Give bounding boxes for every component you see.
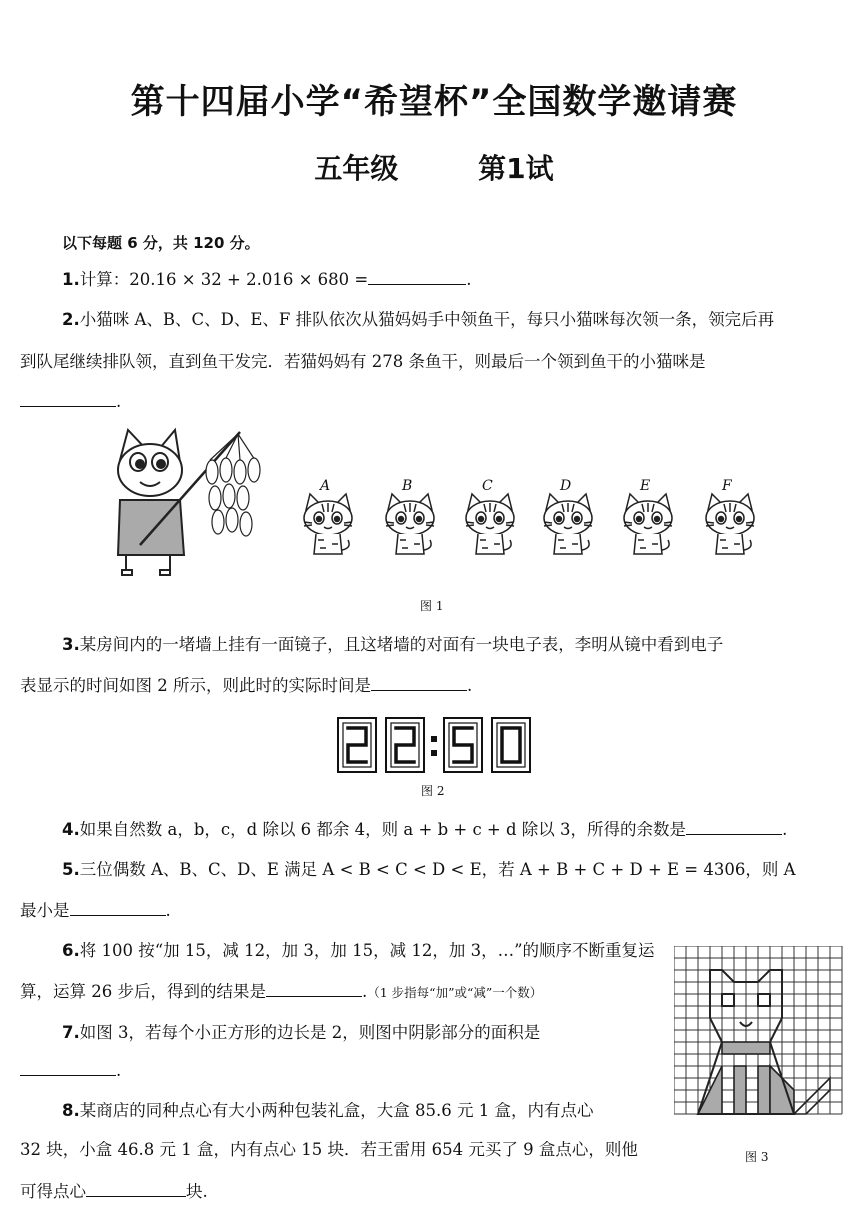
question-3-line-2 bbox=[20, 674, 472, 698]
question-text: 如图 3，若每个小正方形的边长是 2，则图中阴影部分的面积是 bbox=[79, 1023, 541, 1042]
question-number: 4. bbox=[62, 820, 80, 839]
answer-blank bbox=[266, 982, 362, 997]
exam-title: 第十四届小学“希望杯”全国数学邀请赛 bbox=[130, 82, 738, 122]
question-text: 某商店的同种点心有大小两种包装礼盒，大盒 85.6 元 1 盒，内有点心 bbox=[79, 1101, 594, 1120]
question-text: 三位偶数 A、B、C、D、E 满足 A < B < C < D < E，若 A + B + C + D + E = 4306，则 A bbox=[79, 860, 796, 879]
question-text: 如果自然数 a，b，c，d 除以 6 都余 4，则 a + b + c + d 除以 3，所得的余数是 bbox=[79, 820, 687, 839]
answer-blank bbox=[371, 676, 467, 691]
kitten-illustration bbox=[298, 492, 358, 562]
question-tail: . bbox=[782, 820, 788, 839]
kitten-illustration bbox=[538, 492, 598, 562]
question-number: 8. bbox=[62, 1101, 80, 1120]
question-7-line-1 bbox=[62, 1021, 540, 1045]
kitten-label: D bbox=[560, 478, 572, 494]
question-text: 小猫咪 A、B、C、D、E、F 排队依次从猫妈妈手中领鱼干，每只小猫咪每次领一条，领完后再 bbox=[79, 310, 775, 329]
question-number: 6. bbox=[62, 941, 80, 960]
question-tail: . bbox=[466, 270, 472, 289]
question-tail: . bbox=[467, 676, 473, 695]
answer-blank bbox=[20, 392, 116, 407]
figure-1-caption: 图 1 bbox=[420, 599, 444, 613]
digital-clock-display bbox=[336, 716, 532, 776]
answer-blank bbox=[368, 270, 466, 285]
question-number: 5. bbox=[62, 860, 80, 879]
question-text: 将 100 按“加 15，减 12，加 3，加 15，减 12，加 3，…”的顺序不断重复运 bbox=[79, 941, 655, 960]
question-2-line-1 bbox=[62, 308, 774, 332]
question-8-line-2: 32 块，小盒 46.8 元 1 盒，内有点心 15 块．若王雷用 654 元买了 9 盒点心，则他 bbox=[20, 1140, 638, 1159]
kitten-label: F bbox=[722, 478, 732, 494]
question-text: 最小是 bbox=[20, 901, 70, 920]
kitten-illustration bbox=[618, 492, 678, 562]
question-6-line-2 bbox=[20, 980, 542, 1005]
question-tail: . bbox=[116, 1061, 122, 1080]
question-tail: . bbox=[165, 901, 171, 920]
kitten-label: C bbox=[482, 478, 493, 494]
kitten-illustration bbox=[460, 492, 520, 562]
round-label: 第1试 bbox=[478, 152, 554, 185]
answer-blank bbox=[20, 1061, 116, 1076]
question-3-line-1 bbox=[62, 633, 723, 657]
dried-fish-bundle bbox=[206, 434, 260, 536]
exam-subtitle bbox=[0, 147, 868, 187]
question-text: 算，运算 26 步后，得到的结果是 bbox=[20, 982, 266, 1001]
grade-label: 五年级 bbox=[314, 152, 399, 185]
question-8-line-3 bbox=[20, 1180, 208, 1204]
intro-text: 以下每题 6 分，共 120 分。 bbox=[62, 234, 260, 252]
question-number: 2. bbox=[62, 310, 80, 329]
question-number: 3. bbox=[62, 635, 80, 654]
kitten-illustration bbox=[380, 492, 440, 562]
question-text: 计算：20.16 × 32 + 2.016 × 680 = bbox=[79, 270, 369, 289]
question-8-line-1 bbox=[62, 1099, 593, 1123]
question-note: （1 步指每“加”或“减”一个数） bbox=[367, 985, 543, 1000]
question-2-line-3 bbox=[20, 390, 121, 414]
kitten-label: E bbox=[640, 478, 651, 494]
question-tail: 块. bbox=[186, 1182, 208, 1201]
answer-blank bbox=[70, 901, 166, 916]
question-6-line-1 bbox=[62, 939, 655, 963]
question-number: 7. bbox=[62, 1023, 80, 1042]
figure-3-caption: 图 3 bbox=[745, 1150, 769, 1164]
kitten-label: A bbox=[320, 478, 331, 494]
question-5-line-1 bbox=[62, 858, 796, 882]
question-5-line-2 bbox=[20, 899, 171, 923]
question-text: 某房间内的一堵墙上挂有一面镜子，且这堵墙的对面有一块电子表，李明从镜中看到电子 bbox=[79, 635, 724, 654]
question-tail: . bbox=[116, 392, 122, 411]
kitten-illustration bbox=[700, 492, 760, 562]
question-4 bbox=[62, 818, 787, 842]
question-2-line-2: 到队尾继续排队领，直到鱼干发完．若猫妈妈有 278 条鱼干，则最后一个领到鱼干的小猫咪是 bbox=[20, 352, 706, 371]
figure-3-grid-cat bbox=[674, 946, 850, 1126]
figure-2-caption: 图 2 bbox=[421, 784, 445, 798]
question-number: 1. bbox=[62, 270, 80, 289]
kitten-label: B bbox=[402, 478, 413, 494]
mother-cat-illustration bbox=[118, 430, 240, 575]
question-text: 可得点心 bbox=[20, 1182, 86, 1201]
question-7-line-2 bbox=[20, 1059, 121, 1083]
digit-segments bbox=[348, 728, 520, 762]
answer-blank bbox=[86, 1182, 186, 1197]
question-tail: . bbox=[362, 982, 368, 1001]
question-text: 表显示的时间如图 2 所示，则此时的实际时间是 bbox=[20, 676, 371, 695]
question-1 bbox=[62, 268, 471, 292]
answer-blank bbox=[686, 820, 782, 835]
